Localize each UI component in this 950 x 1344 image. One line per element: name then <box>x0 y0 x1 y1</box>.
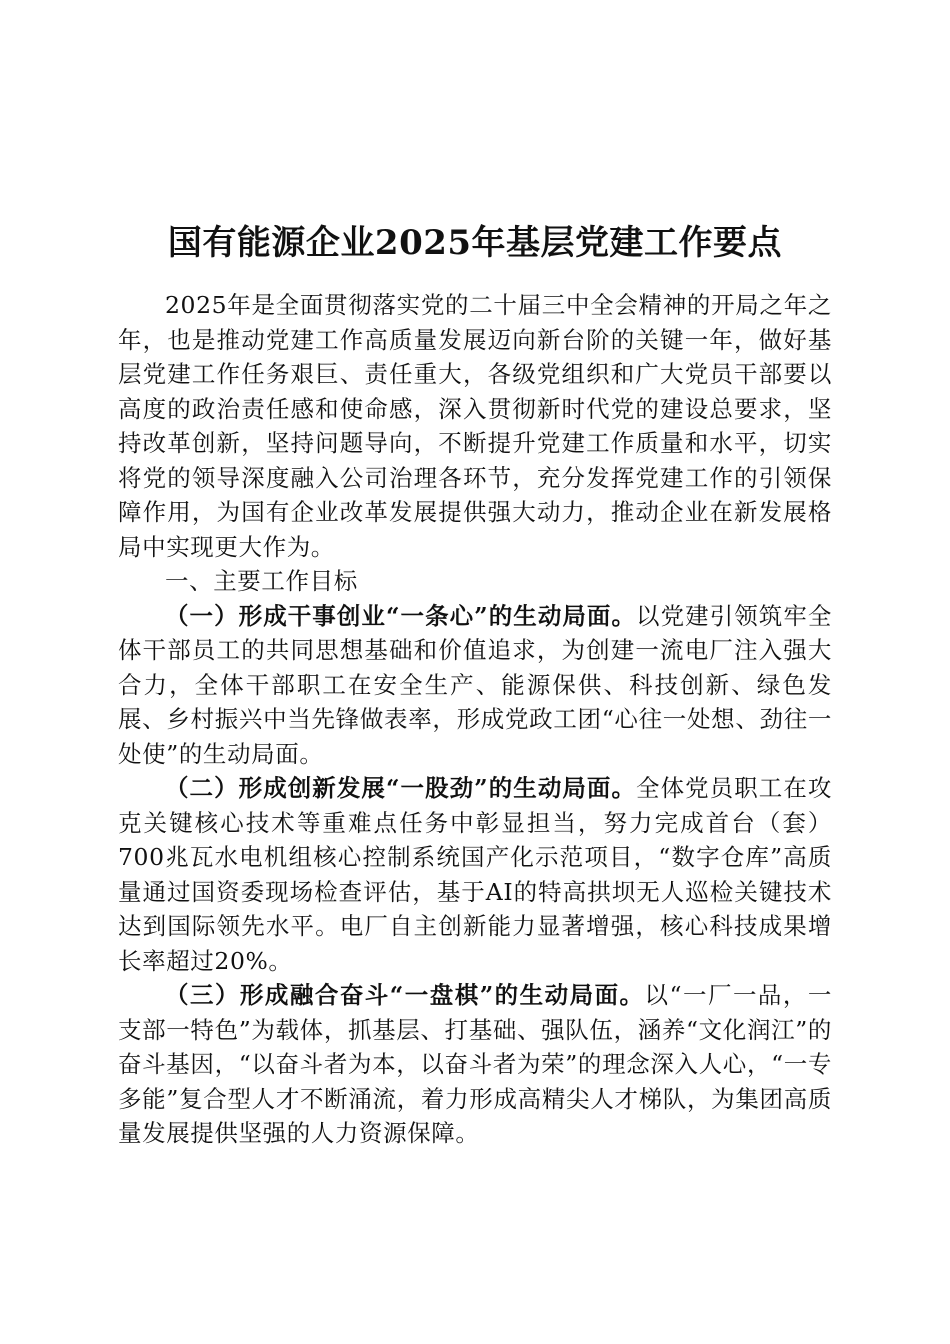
goal-1-text: 以党建引领筑牢全体干部员工的共同思想基础和价值追求，为创建一流电厂注入强大合力，全体干部职工在安全生产、能源保供、科技创新、绿色发展、乡村振兴中当先锋做表率，形成党政工团“心往一处想、劲往一处使”的生动局面。 <box>118 601 832 768</box>
goal-3-lead: （三）形成融合奋斗“一盘棋”的生动局面。 <box>165 981 645 1009</box>
goal-2-text: 全体党员职工在攻克关键核心技术等重难点任务中彰显担当，努力完成首台（套）700兆瓦水电机组核心控制系统国产化示范项目，“数字仓库”高质量通过国资委现场检查评估，基于AI的特高拱坝无人巡检关键技术达到国际领先水平。电厂自主创新能力显著增强，核心科技成果增长率超过20%。 <box>118 774 832 975</box>
section-heading-main-goals: 一、主要工作目标 <box>165 567 358 595</box>
goal-3-text: 以“一厂一品，一支部一特色”为载体，抓基层、打基础、强队伍，涵养“文化润江”的奋斗基因，“以奋斗者为本，以奋斗者为荣”的理念深入人心，“一专多能”复合型人才不断涌流，着力形成高精尖人才梯队，为集团高质量发展提供坚强的人力资源保障。 <box>118 981 832 1147</box>
document-body <box>118 288 832 1151</box>
goal-1-lead: （一）形成干事创业“一条心”的生动局面。 <box>165 601 637 630</box>
document-title: 国有能源企业2025年基层党建工作要点 <box>167 222 783 263</box>
intro-paragraph: 2025年是全面贯彻落实党的二十届三中全会精神的开局之年之年，也是推动党建工作高质量发展迈向新台阶的关键一年，做好基层党建工作任务艰巨、责任重大，各级党组织和广大党员干部要以高度的政治责任感和使命感，深入贯彻新时代党的建设总要求，坚持改革创新，坚持问题导向，不断提升党建工作质量和水平，切实将党的领导深度融入公司治理各环节，充分发挥党建工作的引领保障作用，为国有企业改革发展提供强大动力，推动企业在新发展格局中实现更大作为。 <box>118 291 832 561</box>
goal-paragraph-3 <box>118 978 832 1151</box>
goal-paragraph-2 <box>118 771 832 978</box>
goal-paragraph-1 <box>118 599 832 772</box>
goal-2-lead: （二）形成创新发展“一股劲”的生动局面。 <box>165 774 637 802</box>
